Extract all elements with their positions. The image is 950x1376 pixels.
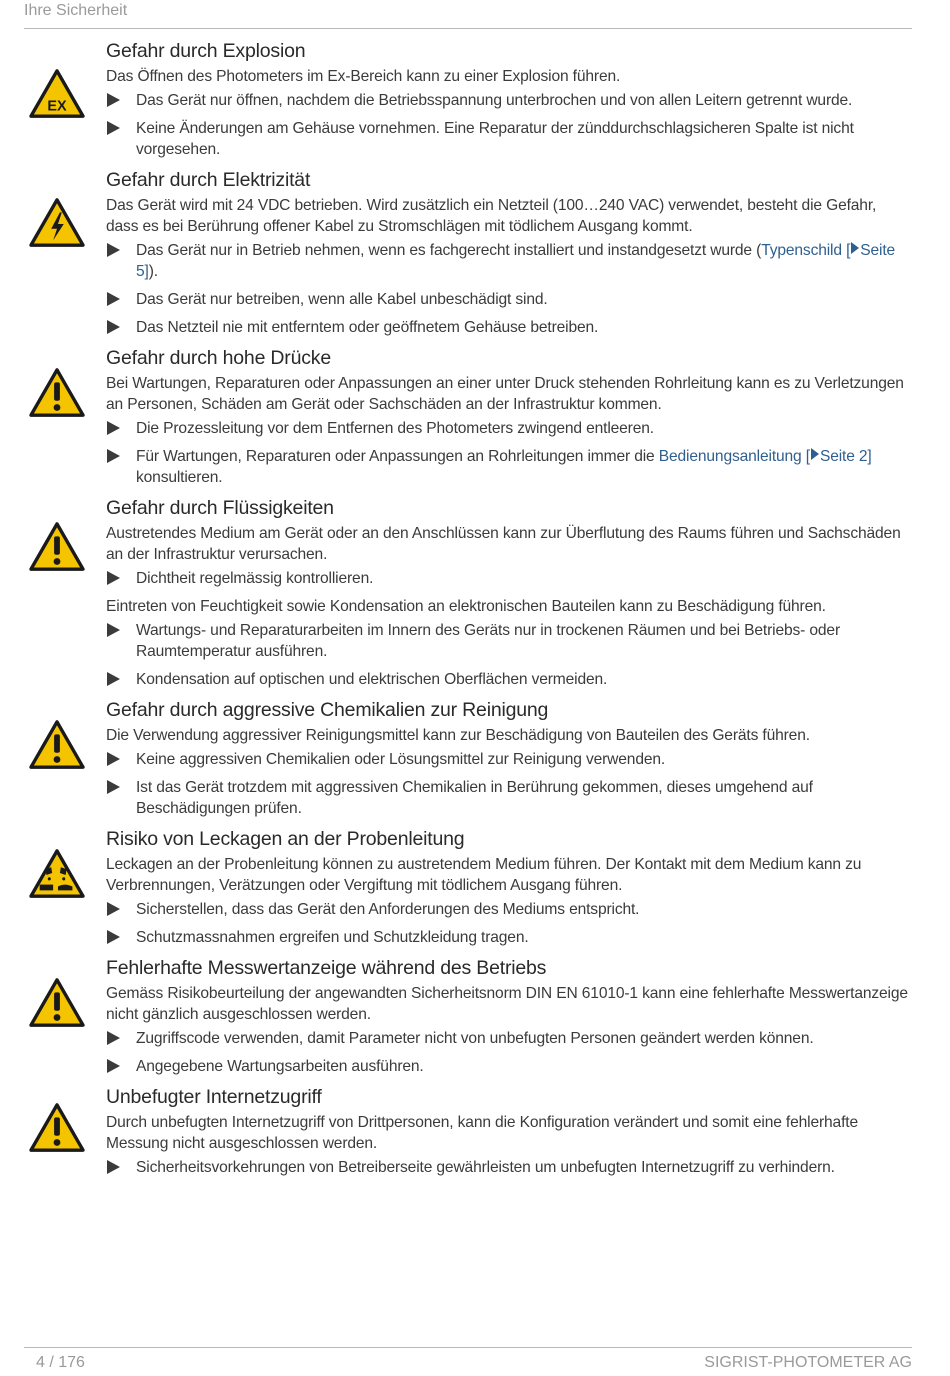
list-item: Keine Änderungen am Gehäuse vornehmen. Eine Reparatur der zünddurchschlagsicheren Spalte ist nicht vorgesehen. [106, 118, 912, 160]
page-header [24, 0, 912, 29]
bullet-arrow-icon [107, 1059, 120, 1073]
list-item: Dichtheit regelmässig kontrollieren. [106, 568, 912, 589]
bullet-arrow-icon [107, 121, 120, 135]
section-internet [24, 1084, 912, 1178]
paragraph: Die Verwendung aggressiver Reinigungsmittel kann zur Beschädigung von Bauteilen des Geräts führen. [106, 727, 810, 744]
section-title: Risiko von Leckagen an der Probenleitung [106, 828, 465, 850]
section-title: Fehlerhafte Messwertanzeige während des Betriebs [106, 957, 547, 979]
section-title: Gefahr durch Explosion [106, 40, 306, 62]
bullet-arrow-icon [107, 752, 120, 766]
list-item: Zugriffscode verwenden, damit Parameter nicht von unbefugten Personen geändert werden können. [106, 1028, 912, 1049]
section-pressure [24, 345, 912, 488]
list-item: Keine aggressiven Chemikalien oder Lösungsmittel zur Reinigung verwenden. [106, 749, 912, 770]
paragraph: Eintreten von Feuchtigkeit sowie Kondensation an elektronischen Bauteilen kann zu Beschädigung führen. [106, 598, 826, 615]
section-electricity [24, 167, 912, 338]
list-item: Sicherheitsvorkehrungen von Betreiberseite gewährleisten um unbefugten Internetzugriff zu verhindern. [106, 1157, 912, 1178]
bullet-arrow-icon [107, 93, 120, 107]
list-item: Angegebene Wartungsarbeiten ausführen. [106, 1056, 912, 1077]
list-item: Das Gerät nur betreiben, wenn alle Kabel unbeschädigt sind. [106, 289, 912, 310]
bullet-arrow-icon [107, 672, 120, 686]
section-chemicals [24, 697, 912, 819]
section-title: Gefahr durch hohe Drücke [106, 347, 331, 369]
paragraph: Das Gerät wird mit 24 VDC betrieben. Wird zusätzlich ein Netzteil (100…240 VAC) verwendet, besteht die Gefahr, dass es bei Berührung offener Kabel zu Stromschlägen mit tödlichem Ausgang kommt. [106, 197, 877, 235]
paragraph: Austretendes Medium am Gerät oder an den Anschlüssen kann zur Überflutung des Raums führen und Sachschäden an der Infrastruktur verursachen. [106, 525, 901, 563]
list-item: Ist das Gerät trotzdem mit aggressiven Chemikalien in Berührung gekommen, dieses umgehend auf Beschädigungen prüfen. [106, 777, 912, 819]
list-item: Die Prozessleitung vor dem Entfernen des Photometers zwingend entleeren. [106, 418, 912, 439]
header-title: Ihre Sicherheit [24, 2, 128, 19]
electricity-warning-icon [28, 197, 86, 249]
list-item: Das Netzteil nie mit entferntem oder geöffnetem Gehäuse betreiben. [106, 317, 912, 338]
bedienungsanleitung-link[interactable]: Bedienungsanleitung [ Seite 2] [658, 448, 872, 465]
bullet-arrow-icon [107, 1031, 120, 1045]
section-title: Gefahr durch aggressive Chemikalien zur Reinigung [106, 699, 549, 721]
list-item: Schutzmassnahmen ergreifen und Schutzkleidung tragen. [106, 927, 912, 948]
list-item: Das Gerät nur öffnen, nachdem die Betriebsspannung unterbrochen und von allen Leitern getrennt wurde. [106, 90, 912, 111]
bullet-arrow-icon [107, 1160, 120, 1174]
explosion-warning-icon [28, 68, 86, 120]
ex-icon-label: EX [47, 98, 67, 115]
bullet-arrow-icon [107, 421, 120, 435]
section-measurement [24, 955, 912, 1077]
link-arrow-icon [851, 242, 859, 254]
general-warning-icon [28, 977, 86, 1029]
page-number: 4 / 176 [36, 1354, 85, 1371]
general-warning-icon [28, 719, 86, 771]
list-item: Kondensation auf optischen und elektrischen Oberflächen vermeiden. [106, 669, 912, 690]
general-warning-icon [28, 367, 86, 419]
bullet-arrow-icon [107, 449, 120, 463]
corrosive-warning-icon [28, 848, 86, 900]
page-content [24, 38, 912, 1185]
list-item: Für Wartungen, Reparaturen oder Anpassungen an Rohrleitungen immer die Bedienungsanleitung [ Seite 2] konsultieren. [106, 446, 912, 488]
paragraph: Das Öffnen des Photometers im Ex-Bereich kann zu einer Explosion führen. [106, 68, 621, 85]
section-title: Gefahr durch Elektrizität [106, 169, 311, 191]
bullet-arrow-icon [107, 571, 120, 585]
typenschild-link[interactable]: Typenschild [ Seite 5] [136, 242, 896, 280]
paragraph: Leckagen an der Probenleitung können zu austretendem Medium führen. Der Kontakt mit dem Medium kann zu Verbrennungen, Verätzungen oder Vergiftung mit tödlichem Ausgang führen. [106, 856, 862, 894]
page-footer [24, 1347, 912, 1375]
bullet-arrow-icon [107, 780, 120, 794]
link-arrow-icon [811, 448, 819, 460]
bullet-arrow-icon [107, 623, 120, 637]
list-item: Wartungs- und Reparaturarbeiten im Innern des Geräts nur in trockenen Räumen und bei Betriebs- oder Raumtemperatur ausführen. [106, 620, 912, 662]
section-leakage [24, 826, 912, 948]
paragraph: Gemäss Risikobeurteilung der angewandten Sicherheitsnorm DIN EN 61010-1 kann eine fehlerhafte Messwertanzeige nicht gänzlich ausgeschlossen werden. [106, 985, 908, 1023]
bullet-arrow-icon [107, 292, 120, 306]
list-item: Das Gerät nur in Betrieb nehmen, wenn es fachgerecht installiert und instandgesetzt wurde (Typenschild [ Seite 5]). [106, 240, 912, 282]
section-title: Gefahr durch Flüssigkeiten [106, 497, 334, 519]
bullet-arrow-icon [107, 320, 120, 334]
bullet-arrow-icon [107, 243, 120, 257]
paragraph: Bei Wartungen, Reparaturen oder Anpassungen an einer unter Druck stehenden Rohrleitung kann es zu Verletzungen an Personen, Schäden am Gerät oder Sachschäden an der Infrastruktur kommen. [106, 375, 904, 413]
general-warning-icon [28, 1102, 86, 1154]
section-explosion [24, 38, 912, 160]
list-item: Sicherstellen, dass das Gerät den Anforderungen des Mediums entspricht. [106, 899, 912, 920]
bullet-arrow-icon [107, 930, 120, 944]
bullet-arrow-icon [107, 902, 120, 916]
section-title: Unbefugter Internetzugriff [106, 1086, 322, 1108]
section-liquids [24, 495, 912, 690]
general-warning-icon [28, 521, 86, 573]
company-name: SIGRIST-PHOTOMETER AG [704, 1354, 912, 1371]
paragraph: Durch unbefugten Internetzugriff von Drittpersonen, kann die Konfiguration verändert und somit eine fehlerhafte Messung nicht ausgeschlossen werden. [106, 1114, 858, 1152]
